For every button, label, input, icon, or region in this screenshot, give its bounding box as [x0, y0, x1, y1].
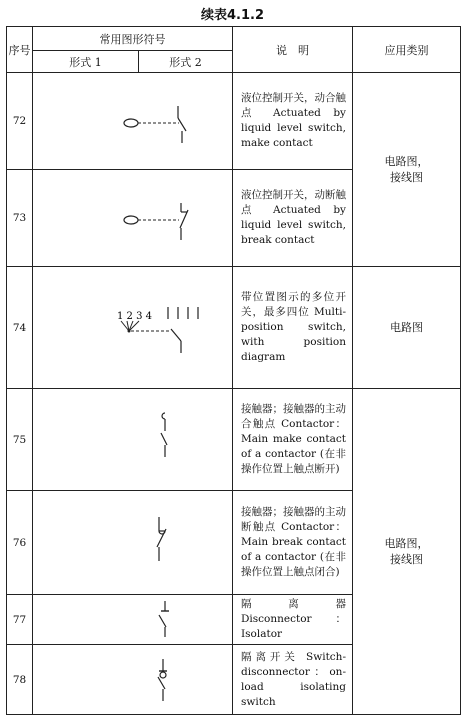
symbol-cell [33, 73, 233, 170]
table-title: 续表4.1.2 [200, 8, 264, 23]
category-text: 电路图， 接线图 [384, 154, 429, 184]
row-number: 72 [7, 73, 33, 170]
symbol-cell [33, 645, 233, 715]
row-description: 带位置图示的多位开关，最多四位 Multi-position switch, with position diagram [233, 267, 353, 389]
symbol-cell [33, 389, 233, 491]
disconnector-symbol [33, 595, 233, 641]
switch-disconnector-symbol [33, 645, 233, 715]
header-symbol-group: 常用图形符号 [33, 27, 233, 51]
symbol-cell [33, 267, 233, 389]
category-text: 电路图 [390, 320, 423, 334]
contactor-make-contact-symbol [33, 389, 233, 491]
symbol-cell [33, 595, 233, 645]
liquid-level-make-contact-symbol [33, 73, 233, 170]
table-row [7, 389, 461, 491]
symbol-cell [33, 491, 233, 595]
multi-position-switch-symbol [33, 267, 233, 389]
position-numbers: 1 2 3 4 [117, 311, 152, 322]
symbol-table [6, 26, 461, 715]
category-cell [353, 73, 461, 267]
table-row [7, 73, 461, 170]
row-number: 77 [7, 595, 33, 645]
row-description: 接触器；接触器的主动合触点 Contactor：Main make contact of a contactor (在非操作位置上触点断开) [233, 389, 353, 491]
category-cell [353, 389, 461, 715]
row-description: 隔离开关 Switch-disconnector：on-load isolating switch [233, 645, 353, 715]
header-serial: 序号 [7, 27, 33, 73]
row-number: 76 [7, 491, 33, 595]
row-number: 74 [7, 267, 33, 389]
header-category: 应用类别 [353, 27, 461, 73]
symbol-cell [33, 170, 233, 267]
row-number: 78 [7, 645, 33, 715]
row-description: 液位控制开关，动合触点 Actuated by liquid level switch, make contact [233, 73, 353, 170]
table-row [7, 267, 461, 389]
category-cell [353, 267, 461, 389]
contactor-break-contact-symbol [33, 491, 233, 595]
row-number: 75 [7, 389, 33, 491]
row-number: 73 [7, 170, 33, 267]
header-form2: 形式 2 [139, 51, 233, 73]
header-form1: 形式 1 [33, 51, 139, 73]
row-description: 液位控制开关，动断触点 Actuated by liquid level switch, break contact [233, 170, 353, 267]
row-description: 接触器；接触器的主动断触点 Contactor：Main break contact of a contactor (在非操作位置上触点闭合) [233, 491, 353, 595]
row-description: 隔离器 Disconnector：Isolator [233, 595, 353, 645]
header-description: 说 明 [233, 27, 353, 73]
liquid-level-break-contact-symbol [33, 170, 233, 267]
category-text: 电路图， 接线图 [384, 536, 429, 566]
